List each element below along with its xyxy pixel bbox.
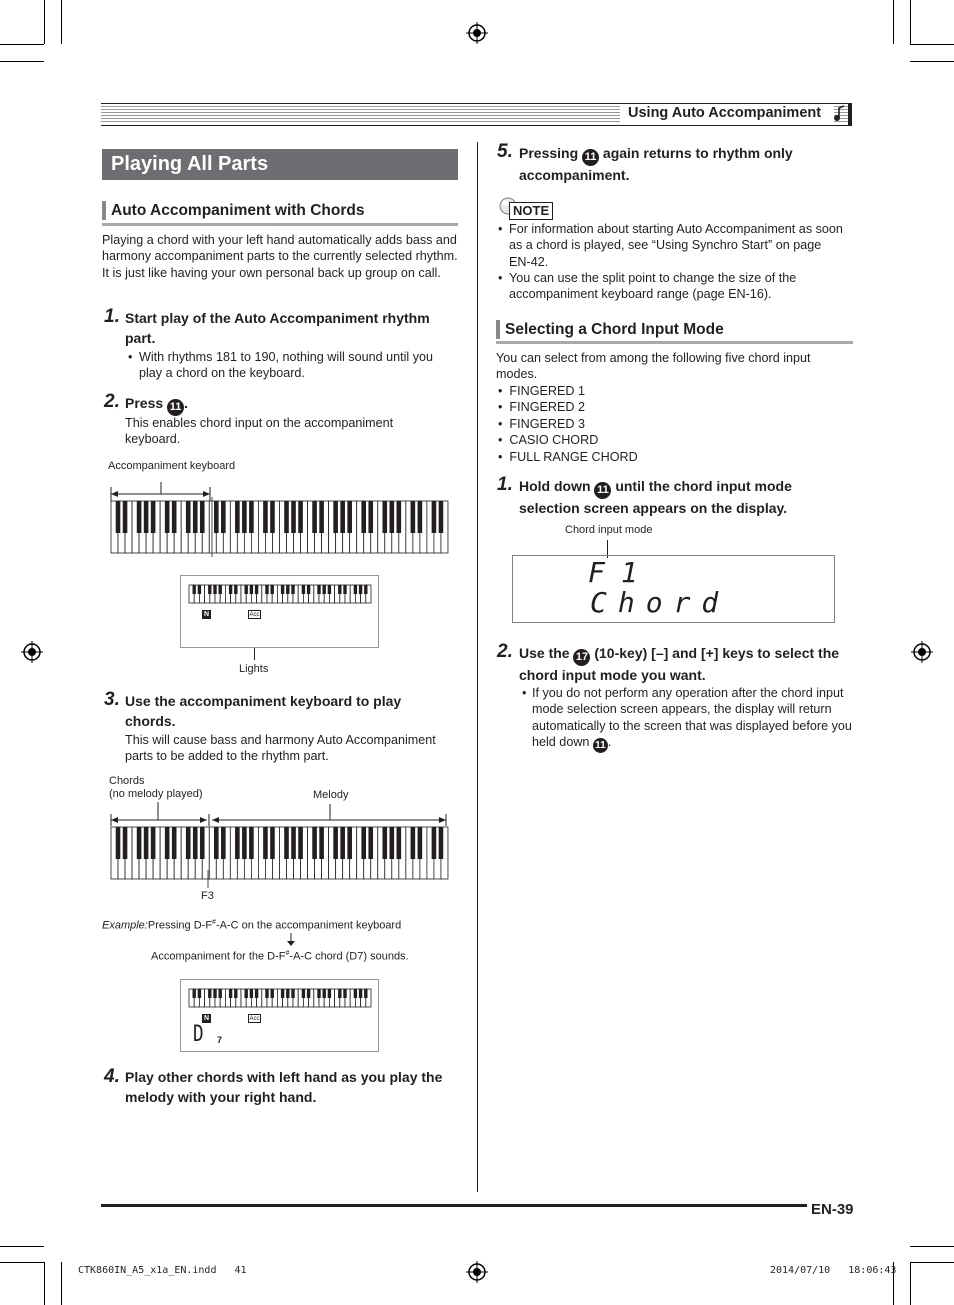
black-key	[359, 585, 362, 594]
black-key	[208, 585, 211, 594]
callout-line	[254, 648, 255, 660]
black-key	[151, 501, 156, 533]
intro-paragraph: Playing a chord with your left hand automatically adds bass and harmony accompaniment parts to the currently selected rhythm. It is just like having your own personal back up group on call.	[102, 233, 458, 280]
black-key	[219, 585, 222, 594]
indicator-acc: Acc	[249, 612, 260, 618]
black-key	[263, 827, 268, 859]
black-key	[317, 989, 320, 998]
black-key	[439, 827, 444, 859]
black-key	[347, 827, 352, 859]
black-key	[432, 501, 437, 533]
black-key	[172, 827, 177, 859]
black-key	[245, 585, 248, 594]
black-key	[165, 501, 170, 533]
black-key	[298, 827, 303, 859]
black-key	[343, 585, 346, 594]
black-key	[234, 989, 237, 998]
black-key	[298, 501, 303, 533]
step-body: This will cause bass and harmony Auto Accompaniment parts to be added to the rhythm part.	[125, 733, 436, 764]
black-key	[116, 827, 121, 859]
indicator-acc: Acc	[249, 1016, 260, 1022]
step-instruction: Use the 17 (10-key) [–] and [+] keys to select the chord input mode you want.	[519, 645, 840, 683]
figure-label: F3	[201, 890, 214, 902]
step-number: 2.	[497, 641, 513, 662]
subsection-underline	[102, 223, 458, 226]
black-key	[271, 989, 274, 998]
black-key	[354, 585, 357, 594]
black-key	[193, 501, 198, 533]
lcd-keyboard-strip	[181, 986, 378, 1016]
step-number: 1.	[497, 474, 513, 495]
step-instruction: Press 11 .	[125, 394, 460, 416]
mode-list	[498, 383, 798, 465]
black-key	[347, 501, 352, 533]
step-instruction: Use the accompaniment keyboard to play chords.	[125, 693, 402, 729]
black-key	[193, 989, 196, 998]
button-11-icon: 11	[582, 149, 599, 166]
step-instruction: Start play of the Auto Accompaniment rhythm part.	[125, 310, 430, 346]
chord-name-ext: 7	[217, 1035, 223, 1045]
black-key	[390, 827, 395, 859]
step-number: 3.	[104, 689, 120, 710]
black-key	[214, 827, 219, 859]
black-key	[307, 989, 310, 998]
black-key	[242, 501, 247, 533]
black-key	[418, 501, 423, 533]
black-key	[213, 989, 216, 998]
black-key	[198, 585, 201, 594]
step-body: This enables chord input on the accompaniment keyboard.	[125, 416, 394, 447]
black-key	[319, 501, 324, 533]
black-key	[229, 989, 232, 998]
black-key	[368, 501, 373, 533]
list-item: • CASIO CHORD	[498, 433, 599, 448]
black-key	[343, 989, 346, 998]
black-key	[302, 989, 305, 998]
button-17-icon: 17	[573, 649, 590, 666]
black-key	[338, 989, 341, 998]
black-key	[319, 827, 324, 859]
black-key	[116, 501, 121, 533]
black-key	[333, 827, 338, 859]
black-key	[137, 827, 142, 859]
lcd-keyboard-strip	[181, 582, 378, 612]
arrow-down-icon	[286, 933, 296, 947]
keyboard-split-diagram	[106, 800, 452, 900]
black-key	[271, 585, 274, 594]
black-key	[284, 501, 289, 533]
figure-label: Accompaniment keyboard	[108, 460, 236, 472]
list-item: • FINGERED 3	[498, 416, 585, 431]
step-instruction: Pressing 11 again returns to rhythm only accompaniment.	[519, 145, 793, 183]
print-slug-date: 2014/07/10 18:06:43	[770, 1265, 897, 1276]
black-key	[302, 585, 305, 594]
lcd-display-2	[180, 979, 379, 1052]
subsection-underline	[496, 341, 853, 344]
black-key	[328, 585, 331, 594]
black-key	[200, 827, 205, 859]
example-result: Accompaniment for the D-F#-A-C chord (D7) sounds.	[151, 950, 409, 963]
section-title: Playing All Parts	[102, 149, 458, 180]
footer-rule	[101, 1204, 853, 1207]
figure-label: Lights	[239, 663, 269, 675]
black-key	[364, 989, 367, 998]
note-bullet: • You can use the split point to change the size of the accompaniment keyboard range (page EN-16).	[498, 271, 797, 302]
black-key	[186, 501, 191, 533]
note-label: NOTE	[509, 202, 553, 220]
button-11-icon: 11	[594, 482, 611, 499]
registration-mark-icon	[466, 22, 488, 44]
black-key	[333, 501, 338, 533]
indicator-n: N	[203, 1015, 210, 1022]
black-key	[265, 989, 268, 998]
black-key	[144, 501, 149, 533]
chord-name-root: D	[193, 1022, 204, 1047]
black-key	[328, 989, 331, 998]
figure-label: Chords	[109, 775, 145, 787]
piano-keyboard	[111, 501, 448, 553]
black-key	[439, 501, 444, 533]
black-key	[265, 585, 268, 594]
black-key	[208, 989, 211, 998]
example-caption: Example:Pressing D-F#-A-C on the accompaniment keyboard	[102, 919, 402, 932]
black-key	[312, 827, 317, 859]
black-key	[286, 585, 289, 594]
black-key	[198, 989, 201, 998]
button-11-icon: 11	[593, 738, 608, 753]
black-key	[242, 827, 247, 859]
figure-label: Melody	[313, 789, 349, 801]
intro-paragraph: You can select from among the following five chord input modes.	[496, 351, 811, 382]
black-key	[432, 827, 437, 859]
black-key	[317, 585, 320, 594]
black-key	[193, 585, 196, 594]
registration-mark-icon	[911, 641, 933, 663]
black-key	[411, 827, 416, 859]
black-key	[270, 501, 275, 533]
black-key	[250, 585, 253, 594]
black-key	[213, 585, 216, 594]
black-key	[200, 501, 205, 533]
black-key	[245, 989, 248, 998]
black-key	[354, 989, 357, 998]
step-number: 5.	[497, 141, 513, 162]
black-key	[411, 501, 416, 533]
black-key	[172, 501, 177, 533]
black-key	[249, 501, 254, 533]
black-key	[281, 585, 284, 594]
figure-label: (no melody played)	[109, 788, 203, 800]
black-key	[340, 501, 345, 533]
black-key	[219, 989, 222, 998]
black-key	[291, 827, 296, 859]
black-key	[382, 827, 387, 859]
black-key	[255, 989, 258, 998]
black-key	[397, 501, 402, 533]
black-key	[364, 585, 367, 594]
button-11-icon: 11	[167, 399, 184, 416]
step-instruction: Hold down 11 until the chord input mode selection screen appears on the display.	[519, 478, 792, 516]
black-key	[137, 501, 142, 533]
black-key	[123, 501, 128, 533]
print-slug-file: CTK860IN_A5_x1a_EN.indd 41	[78, 1265, 247, 1276]
indicator-n: N	[203, 611, 210, 618]
subsection-title: Auto Accompaniment with Chords	[102, 201, 458, 220]
black-key	[123, 827, 128, 859]
black-key	[249, 827, 254, 859]
black-key	[284, 827, 289, 859]
black-key	[165, 827, 170, 859]
black-key	[151, 827, 156, 859]
black-key	[214, 501, 219, 533]
black-key	[418, 827, 423, 859]
black-key	[361, 827, 366, 859]
registration-mark-icon	[466, 1261, 488, 1283]
display-line-1: F1	[588, 556, 654, 589]
black-key	[281, 989, 284, 998]
list-item: • FINGERED 2	[498, 400, 585, 415]
black-key	[193, 827, 198, 859]
black-key	[340, 827, 345, 859]
black-key	[235, 501, 240, 533]
list-item: • FULL RANGE CHORD	[498, 449, 638, 464]
black-key	[291, 501, 296, 533]
black-key	[250, 989, 253, 998]
black-key	[382, 501, 387, 533]
step-number: 1.	[104, 306, 120, 327]
black-key	[270, 827, 275, 859]
black-key	[291, 989, 294, 998]
step-instruction: Play other chords with left hand as you play the melody with your right hand.	[125, 1069, 443, 1105]
black-key	[255, 585, 258, 594]
step-bullet: • With rhythms 181 to 190, nothing will sound until you play a chord on the keyboard.	[128, 350, 434, 381]
display-line-2: Chord	[590, 586, 730, 619]
page-number: EN-39	[807, 1201, 854, 1218]
black-key	[234, 585, 237, 594]
note-bullet: • For information about starting Auto Accompaniment as soon as a chord is played, see “Using Synchro Start” on page EN-42.	[498, 222, 843, 269]
black-key	[359, 989, 362, 998]
black-key	[312, 501, 317, 533]
lcd-display-1	[180, 575, 379, 648]
column-divider	[477, 142, 478, 1192]
black-key	[323, 989, 326, 998]
step-bullet: • If you do not perform any operation after the chord input mode selection screen appears, the display will return automatically to the screen that was displayed before you held down 11 .	[522, 686, 852, 752]
step-number: 4.	[104, 1066, 120, 1087]
black-key	[229, 585, 232, 594]
black-key	[361, 501, 366, 533]
black-key	[286, 989, 289, 998]
black-key	[144, 827, 149, 859]
black-key	[338, 585, 341, 594]
black-key	[397, 827, 402, 859]
black-key	[221, 827, 226, 859]
piano-keyboard	[111, 827, 448, 879]
black-key	[368, 827, 373, 859]
black-key	[221, 501, 226, 533]
registration-mark-icon	[21, 641, 43, 663]
black-key	[291, 585, 294, 594]
black-key	[235, 827, 240, 859]
black-key	[323, 585, 326, 594]
black-key	[263, 501, 268, 533]
black-key	[186, 827, 191, 859]
subsection-title: Selecting a Chord Input Mode	[496, 320, 853, 339]
figure-label: Chord input mode	[565, 524, 653, 536]
black-key	[390, 501, 395, 533]
chord-mode-display	[512, 555, 835, 623]
black-key	[307, 585, 310, 594]
list-item: • FINGERED 1	[498, 384, 585, 398]
step-number: 2.	[104, 391, 120, 412]
header-title: Using Auto Accompaniment	[628, 105, 822, 121]
